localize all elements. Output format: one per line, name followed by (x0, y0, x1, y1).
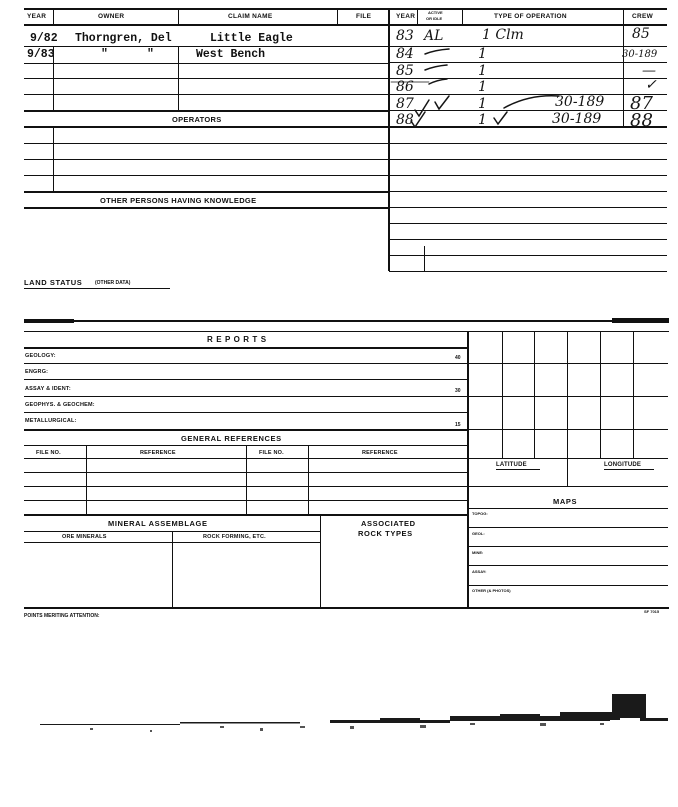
rule (24, 8, 667, 10)
rule (389, 271, 667, 272)
op-row-6-year: 88 (396, 112, 414, 128)
gr-reference-2: REFERENCE (362, 450, 398, 456)
underline (24, 288, 170, 289)
op-row-4-crew: ✓ (645, 77, 657, 93)
latitude-label: LATITUDE (496, 462, 527, 468)
rule (424, 246, 425, 271)
report-metallurgical: METALLURGICAL: (25, 418, 77, 424)
report-engrg: ENGRG: (25, 369, 49, 375)
rule (389, 239, 667, 240)
rule (246, 445, 247, 514)
report-assay-num: 30 (455, 388, 461, 394)
rule (567, 458, 568, 486)
rule (462, 8, 463, 24)
op-row-1-type: 1 Clm (482, 27, 524, 43)
rule (308, 445, 309, 514)
maps-assay: ASSAY: (472, 569, 487, 574)
scan-noise (0, 690, 678, 750)
report-assay: ASSAY & IDENT: (25, 386, 71, 392)
form-number: SF 7015 (644, 609, 660, 614)
owner-row-2-claim: West Bench (196, 48, 266, 61)
rule (417, 8, 418, 24)
rule (337, 8, 338, 24)
owner-row-2-ditto2: " (147, 48, 154, 61)
rule (468, 527, 668, 528)
mineral-assemblage-title: MINERAL ASSEMBLAGE (108, 519, 208, 528)
rule (24, 63, 388, 64)
active-header: ACTIVE (428, 10, 443, 15)
associated-label: ASSOCIATED (361, 519, 416, 528)
gr-file-no-1: FILE NO. (36, 450, 61, 456)
rule (502, 331, 503, 458)
op-row-6-crew-detail: 30-189 (552, 111, 602, 127)
gr-file-no-2: FILE NO. (259, 450, 284, 456)
gr-reference-1: REFERENCE (140, 450, 176, 456)
rule (633, 331, 634, 458)
rule (389, 191, 667, 192)
rule (389, 207, 667, 208)
op-row-3-year: 85 (396, 63, 414, 79)
rule (53, 128, 54, 191)
maps-title: MAPS (553, 497, 578, 506)
smudge (24, 319, 74, 323)
rule (24, 159, 388, 160)
rule (623, 8, 624, 24)
rule (567, 331, 568, 458)
op-row-5-crew-detail: 30-189 (555, 94, 605, 110)
owner-row-1-claim: Little Eagle (210, 32, 293, 45)
rule (468, 585, 668, 586)
rule (24, 126, 388, 128)
smudge (612, 318, 669, 323)
op-row-3-crew: — (642, 63, 656, 79)
op-row-1-crew: 85 (632, 26, 650, 42)
land-status-sub: (OTHER DATA) (95, 280, 131, 286)
longitude-label: LONGITUDE (604, 462, 642, 468)
rule (24, 347, 469, 349)
rule (178, 8, 179, 24)
maps-geol: GEOL: (472, 531, 485, 536)
general-references-title: GENERAL REFERENCES (181, 434, 282, 443)
op-row-5-type: 1 (478, 96, 487, 112)
operators-label: OPERATORS (172, 115, 222, 124)
op-row-5-year: 87 (396, 96, 414, 112)
rule (24, 514, 469, 516)
rule (468, 565, 668, 566)
owner-row-2-ditto: " (101, 48, 108, 61)
report-metallurgical-num: 15 (455, 422, 461, 428)
type-of-operation-header: TYPE OF OPERATION (494, 13, 567, 20)
rule (178, 46, 179, 110)
rule (389, 143, 667, 144)
rule (468, 508, 668, 509)
rule (24, 78, 388, 79)
other-persons-label: OTHER PERSONS HAVING KNOWLEDGE (100, 196, 257, 205)
rule (468, 546, 668, 547)
owner-row-1-owner: Thorngren, Del (75, 32, 172, 45)
rule (24, 396, 469, 397)
rule (389, 159, 667, 160)
rule (24, 379, 469, 380)
rock-types-label: ROCK TYPES (358, 529, 413, 538)
rule (24, 429, 469, 431)
rule (24, 143, 388, 144)
rule (600, 331, 601, 458)
owner-row-2-year: 9/83 (27, 48, 55, 61)
report-geology-num: 40 (455, 355, 461, 361)
rule (389, 175, 667, 176)
file-header: FILE (356, 13, 372, 20)
op-row-3-type: 1 (478, 63, 487, 79)
handwritten-strokes (389, 24, 667, 127)
claim-name-header: CLAIM NAME (228, 13, 273, 20)
op-row-2-crew: 30-189 (622, 49, 658, 60)
rule (389, 223, 667, 224)
op-row-2-year: 84 (396, 46, 414, 62)
rule (320, 514, 321, 608)
or-idle-header: OR IDLE (426, 16, 443, 21)
rule (468, 396, 668, 397)
op-row-2-type: 1 (478, 46, 487, 62)
ore-minerals-label: ORE MINERALS (62, 534, 107, 540)
land-status-label: LAND STATUS (24, 278, 83, 287)
op-row-4-type: 1 (478, 79, 487, 95)
rule (468, 458, 668, 459)
rule (468, 486, 668, 487)
maps-other: OTHER (& PHOTOS) (472, 588, 511, 593)
rule (24, 331, 669, 332)
rule (24, 412, 469, 413)
year2-header: YEAR (396, 13, 416, 20)
op-row-6-type: 1 (478, 112, 487, 128)
owner-row-1-year: 9/82 (30, 32, 58, 45)
report-geology: GEOLOGY: (25, 353, 56, 359)
underline (604, 469, 654, 470)
year-header: YEAR (27, 13, 47, 20)
underline (496, 469, 540, 470)
rule (86, 445, 87, 514)
rule (389, 255, 667, 256)
op-row-5-crew: 87 (630, 93, 653, 114)
rule (24, 94, 388, 95)
op-row-4-year: 86 (396, 79, 414, 95)
op-row-1-status: AL (424, 28, 444, 44)
rule (24, 320, 669, 322)
rule (24, 207, 388, 209)
reports-title: R E P O R T S (207, 335, 267, 344)
op-row-6-crew: 88 (630, 110, 653, 131)
rule (24, 110, 388, 112)
rule (468, 363, 668, 364)
underline (26, 46, 306, 47)
rule (24, 363, 469, 364)
op-row-1-year: 83 (396, 28, 414, 44)
crew-header: CREW (632, 13, 654, 20)
maps-mine: MINE: (472, 550, 484, 555)
owner-header: OWNER (98, 13, 125, 20)
rock-forming-label: ROCK FORMING, ETC. (203, 534, 266, 540)
rule (534, 331, 535, 458)
rule (467, 331, 469, 608)
rule (53, 8, 54, 24)
points-meriting-label: POINTS MERITING ATTENTION: (24, 613, 100, 619)
maps-topog: TOPOG: (472, 511, 488, 516)
rule (24, 175, 388, 176)
rule (24, 191, 388, 193)
rule (172, 531, 173, 608)
rule (468, 429, 668, 430)
report-geophys: GEOPHYS. & GEOCHEM: (25, 402, 95, 408)
rule (24, 607, 669, 609)
